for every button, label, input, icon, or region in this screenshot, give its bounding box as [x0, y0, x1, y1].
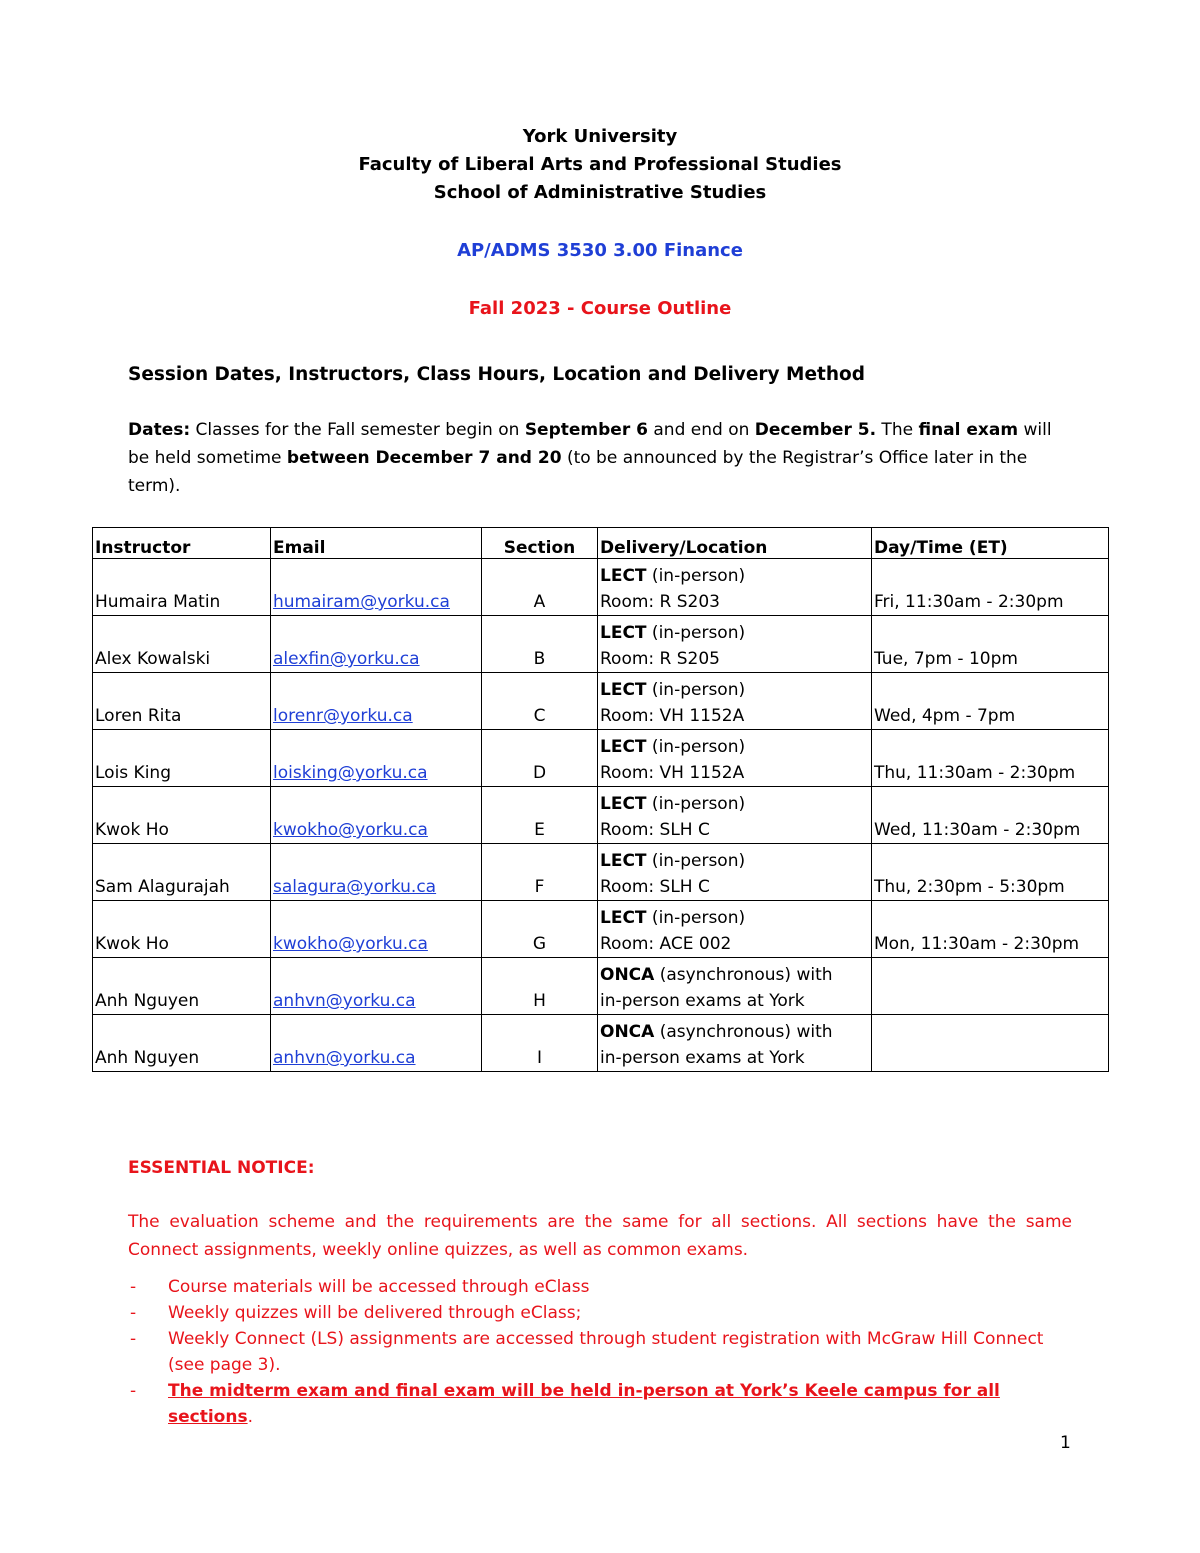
section-cell: B: [482, 616, 598, 673]
table-header-row: [93, 528, 1109, 559]
email-link[interactable]: kwokho@yorku.ca: [273, 934, 428, 954]
table-row: [93, 559, 1109, 616]
section-cell: F: [482, 844, 598, 901]
table-row: [93, 616, 1109, 673]
email-link[interactable]: anhvn@yorku.ca: [273, 991, 416, 1011]
delivery-detail: (asynchronous) with: [654, 965, 833, 985]
email-cell: [271, 787, 482, 844]
room-text: Room: ACE 002: [600, 934, 732, 954]
table-row: [93, 901, 1109, 958]
bullet-text: Course materials will be accessed through eClass: [168, 1277, 590, 1297]
email-link[interactable]: anhvn@yorku.ca: [273, 1048, 416, 1068]
dates-text-4: will be held sometime: [128, 420, 1052, 468]
school-name: School of Administrative Studies: [433, 182, 767, 203]
sections-table: [92, 527, 1109, 1072]
daytime-cell: Thu, 11:30am - 2:30pm: [872, 730, 1109, 787]
room-text: in-person exams at York: [600, 1048, 805, 1068]
email-cell: [271, 673, 482, 730]
delivery-cell: [598, 616, 872, 673]
delivery-mode: LECT: [600, 851, 647, 871]
email-cell: [271, 616, 482, 673]
section-heading: Session Dates, Instructors, Class Hours, Location and Delivery Method: [128, 364, 865, 385]
dates-exam-window: between December 7 and 20: [286, 448, 562, 468]
term-title: Fall 2023 - Course Outline: [468, 298, 732, 319]
bullet-dash: -: [130, 1277, 137, 1297]
bullet-dash: -: [130, 1381, 137, 1401]
daytime-cell: Wed, 11:30am - 2:30pm: [872, 787, 1109, 844]
table-row: [93, 958, 1109, 1015]
university-name: York University: [522, 126, 678, 147]
header-delivery: Delivery/Location: [598, 528, 872, 559]
room-text: Room: VH 1152A: [600, 706, 745, 726]
email-link[interactable]: humairam@yorku.ca: [273, 592, 450, 612]
section-cell: C: [482, 673, 598, 730]
notice-paragraph: The evaluation scheme and the requirements are the same for all sections. All sections have the same Connect assignments, weekly online quizzes, as well as common exams.: [128, 1212, 1072, 1260]
dates-text-1: Classes for the Fall semester begin on: [190, 420, 525, 440]
bullet-text: Weekly Connect (LS) assignments are accessed through student registration with McGraw Hill Connect (see page 3).: [168, 1329, 1044, 1375]
instructor-cell: Humaira Matin: [93, 559, 271, 616]
table-row: [93, 787, 1109, 844]
list-item: [128, 1326, 1078, 1378]
dates-text-5: (to be announced by the Registrar’s Office later in the term).: [128, 448, 1028, 496]
delivery-detail: (in-person): [646, 794, 746, 814]
delivery-mode: LECT: [600, 737, 647, 757]
section-cell: A: [482, 559, 598, 616]
email-link[interactable]: salagura@yorku.ca: [273, 877, 437, 897]
email-cell: [271, 1015, 482, 1072]
email-link[interactable]: lorenr@yorku.ca: [273, 706, 413, 726]
dates-start: September 6: [524, 420, 648, 440]
faculty-name: Faculty of Liberal Arts and Professional Studies: [358, 154, 842, 175]
delivery-cell: [598, 559, 872, 616]
header-email: Email: [271, 528, 482, 559]
dates-label: Dates:: [128, 420, 191, 440]
instructor-cell: Loren Rita: [93, 673, 271, 730]
bullet-dash: -: [130, 1329, 137, 1349]
header-section: Section: [482, 528, 598, 559]
table-row: [93, 673, 1109, 730]
delivery-mode: LECT: [600, 908, 647, 928]
email-link[interactable]: alexfin@yorku.ca: [273, 649, 420, 669]
daytime-cell: [872, 958, 1109, 1015]
delivery-detail: (in-person): [646, 851, 746, 871]
section-cell: G: [482, 901, 598, 958]
instructor-cell: Lois King: [93, 730, 271, 787]
page-number: 1: [1060, 1433, 1071, 1453]
email-cell: [271, 844, 482, 901]
list-item: [128, 1378, 1078, 1430]
email-link[interactable]: kwokho@yorku.ca: [273, 820, 428, 840]
delivery-detail: (in-person): [646, 908, 746, 928]
section-cell: H: [482, 958, 598, 1015]
delivery-mode: LECT: [600, 566, 647, 586]
delivery-detail: (asynchronous) with: [654, 1022, 833, 1042]
table-row: [93, 1015, 1109, 1072]
daytime-cell: Thu, 2:30pm - 5:30pm: [872, 844, 1109, 901]
section-cell: D: [482, 730, 598, 787]
instructor-cell: Alex Kowalski: [93, 616, 271, 673]
room-text: in-person exams at York: [600, 991, 805, 1011]
bullet-text: Weekly quizzes will be delivered through eClass;: [168, 1303, 582, 1323]
section-cell: I: [482, 1015, 598, 1072]
bullet-emphasis: The midterm exam and final exam will be held in-person at York’s Keele campus for all sections: [168, 1381, 1000, 1427]
notice-title: ESSENTIAL NOTICE:: [128, 1158, 315, 1178]
daytime-cell: Fri, 11:30am - 2:30pm: [872, 559, 1109, 616]
dates-text-3: The: [876, 420, 919, 440]
delivery-mode: LECT: [600, 680, 647, 700]
table-row: [93, 844, 1109, 901]
daytime-cell: Wed, 4pm - 7pm: [872, 673, 1109, 730]
bullet-dash: -: [130, 1303, 137, 1323]
delivery-cell: [598, 958, 872, 1015]
room-text: Room: R S205: [600, 649, 720, 669]
email-cell: [271, 901, 482, 958]
delivery-cell: [598, 787, 872, 844]
instructor-cell: Anh Nguyen: [93, 1015, 271, 1072]
delivery-cell: [598, 730, 872, 787]
email-cell: [271, 730, 482, 787]
room-text: Room: SLH C: [600, 820, 710, 840]
delivery-cell: [598, 844, 872, 901]
delivery-detail: (in-person): [646, 680, 746, 700]
dates-end: December 5.: [754, 420, 877, 440]
list-item: [128, 1274, 1078, 1300]
dates-paragraph: [128, 416, 1078, 500]
delivery-cell: [598, 673, 872, 730]
daytime-cell: Tue, 7pm - 10pm: [872, 616, 1109, 673]
dates-final-exam: final exam: [918, 420, 1019, 440]
delivery-detail: (in-person): [646, 737, 746, 757]
dates-text-2: and end on: [647, 420, 755, 440]
table-row: [93, 730, 1109, 787]
instructor-cell: Anh Nguyen: [93, 958, 271, 1015]
room-text: Room: SLH C: [600, 877, 710, 897]
delivery-detail: (in-person): [646, 566, 746, 586]
delivery-mode: ONCA: [600, 1022, 655, 1042]
daytime-cell: Mon, 11:30am - 2:30pm: [872, 901, 1109, 958]
header-instructor: Instructor: [93, 528, 271, 559]
delivery-cell: [598, 901, 872, 958]
instructor-cell: Sam Alagurajah: [93, 844, 271, 901]
course-title: AP/ADMS 3530 3.00 Finance: [457, 240, 743, 261]
delivery-mode: ONCA: [600, 965, 655, 985]
bullet-period: .: [247, 1407, 253, 1427]
room-text: Room: R S203: [600, 592, 720, 612]
delivery-mode: LECT: [600, 794, 647, 814]
list-item: [128, 1300, 1078, 1326]
delivery-cell: [598, 1015, 872, 1072]
email-cell: [271, 559, 482, 616]
email-link[interactable]: loisking@yorku.ca: [273, 763, 428, 783]
notice-list: [128, 1274, 1078, 1430]
delivery-detail: (in-person): [646, 623, 746, 643]
instructor-cell: Kwok Ho: [93, 901, 271, 958]
section-cell: E: [482, 787, 598, 844]
header-daytime: Day/Time (ET): [872, 528, 1109, 559]
daytime-cell: [872, 1015, 1109, 1072]
delivery-mode: LECT: [600, 623, 647, 643]
room-text: Room: VH 1152A: [600, 763, 745, 783]
email-cell: [271, 958, 482, 1015]
instructor-cell: Kwok Ho: [93, 787, 271, 844]
